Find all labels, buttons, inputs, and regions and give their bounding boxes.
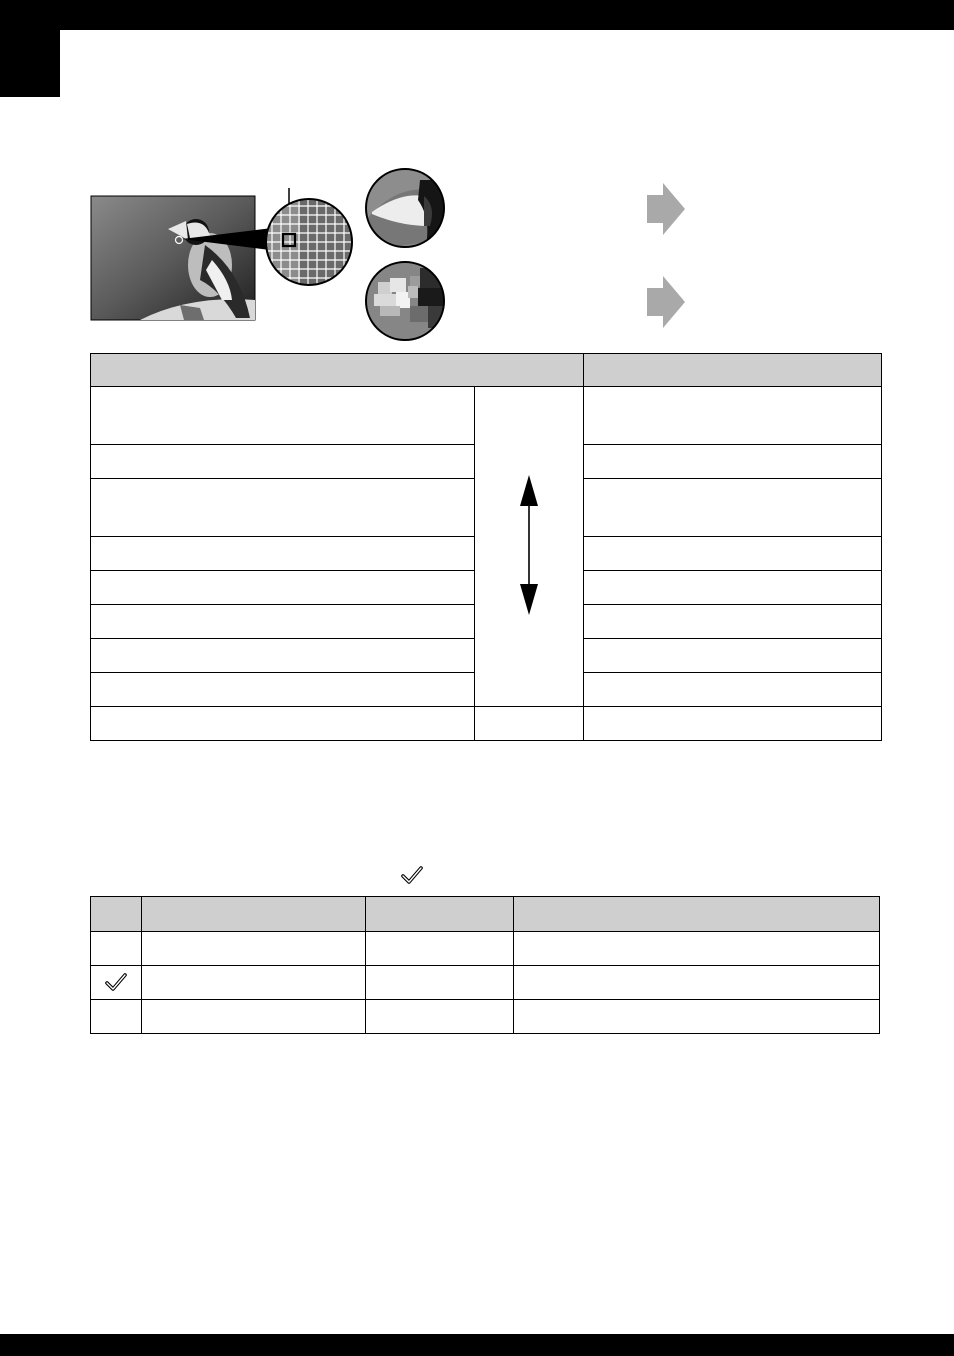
sharp-detail-circle xyxy=(366,169,446,250)
header-cell xyxy=(91,354,584,387)
table-cell xyxy=(514,1000,880,1034)
quality-table xyxy=(90,353,882,741)
table-cell xyxy=(142,966,366,1000)
table-cell xyxy=(91,445,475,479)
bottom-bar xyxy=(0,1334,954,1356)
ratio-table xyxy=(90,896,880,1034)
header-cell xyxy=(514,897,880,932)
table-cell xyxy=(514,932,880,966)
table-cell xyxy=(366,1000,514,1034)
checkmark-icon xyxy=(105,973,127,993)
checkmark-icon xyxy=(401,866,423,886)
table-cell xyxy=(366,932,514,966)
table-cell xyxy=(142,1000,366,1034)
table-cell xyxy=(584,571,882,605)
table-cell xyxy=(584,479,882,537)
table-cell xyxy=(91,707,475,741)
table-cell xyxy=(366,966,514,1000)
table-cell xyxy=(475,707,584,741)
bird-photo xyxy=(91,196,255,320)
header-cell xyxy=(142,897,366,932)
table-cell xyxy=(91,639,475,673)
table-cell xyxy=(91,571,475,605)
table-cell xyxy=(91,479,475,537)
header-cell xyxy=(91,897,142,932)
pixel-grid-zoom xyxy=(265,198,353,286)
table-cell xyxy=(584,445,882,479)
table-cell xyxy=(91,673,475,707)
table-cell xyxy=(584,673,882,707)
pixelated-detail-circle xyxy=(366,262,444,340)
table-cell xyxy=(91,387,475,445)
table-cell xyxy=(584,537,882,571)
table-row xyxy=(91,1000,880,1034)
table-cell xyxy=(91,605,475,639)
double-arrow-icon xyxy=(518,475,540,615)
arrow-right-icon xyxy=(647,276,685,328)
table-row xyxy=(91,966,880,1000)
direction-cell xyxy=(475,387,584,707)
table-row xyxy=(91,387,882,445)
table-cell xyxy=(584,605,882,639)
table-cell xyxy=(91,537,475,571)
table-cell xyxy=(584,387,882,445)
table-row xyxy=(91,707,882,741)
arrow-right-icon xyxy=(647,183,685,235)
mark-cell xyxy=(91,1000,142,1034)
pixel-illustration xyxy=(0,0,954,350)
header-cell xyxy=(584,354,882,387)
table-header-row xyxy=(91,897,880,932)
mark-cell xyxy=(91,966,142,1000)
table-cell xyxy=(142,932,366,966)
table-cell xyxy=(584,639,882,673)
table-row xyxy=(91,932,880,966)
table-cell xyxy=(584,707,882,741)
header-cell xyxy=(366,897,514,932)
mark-cell xyxy=(91,932,142,966)
table-cell xyxy=(514,966,880,1000)
table-header-row xyxy=(91,354,882,387)
